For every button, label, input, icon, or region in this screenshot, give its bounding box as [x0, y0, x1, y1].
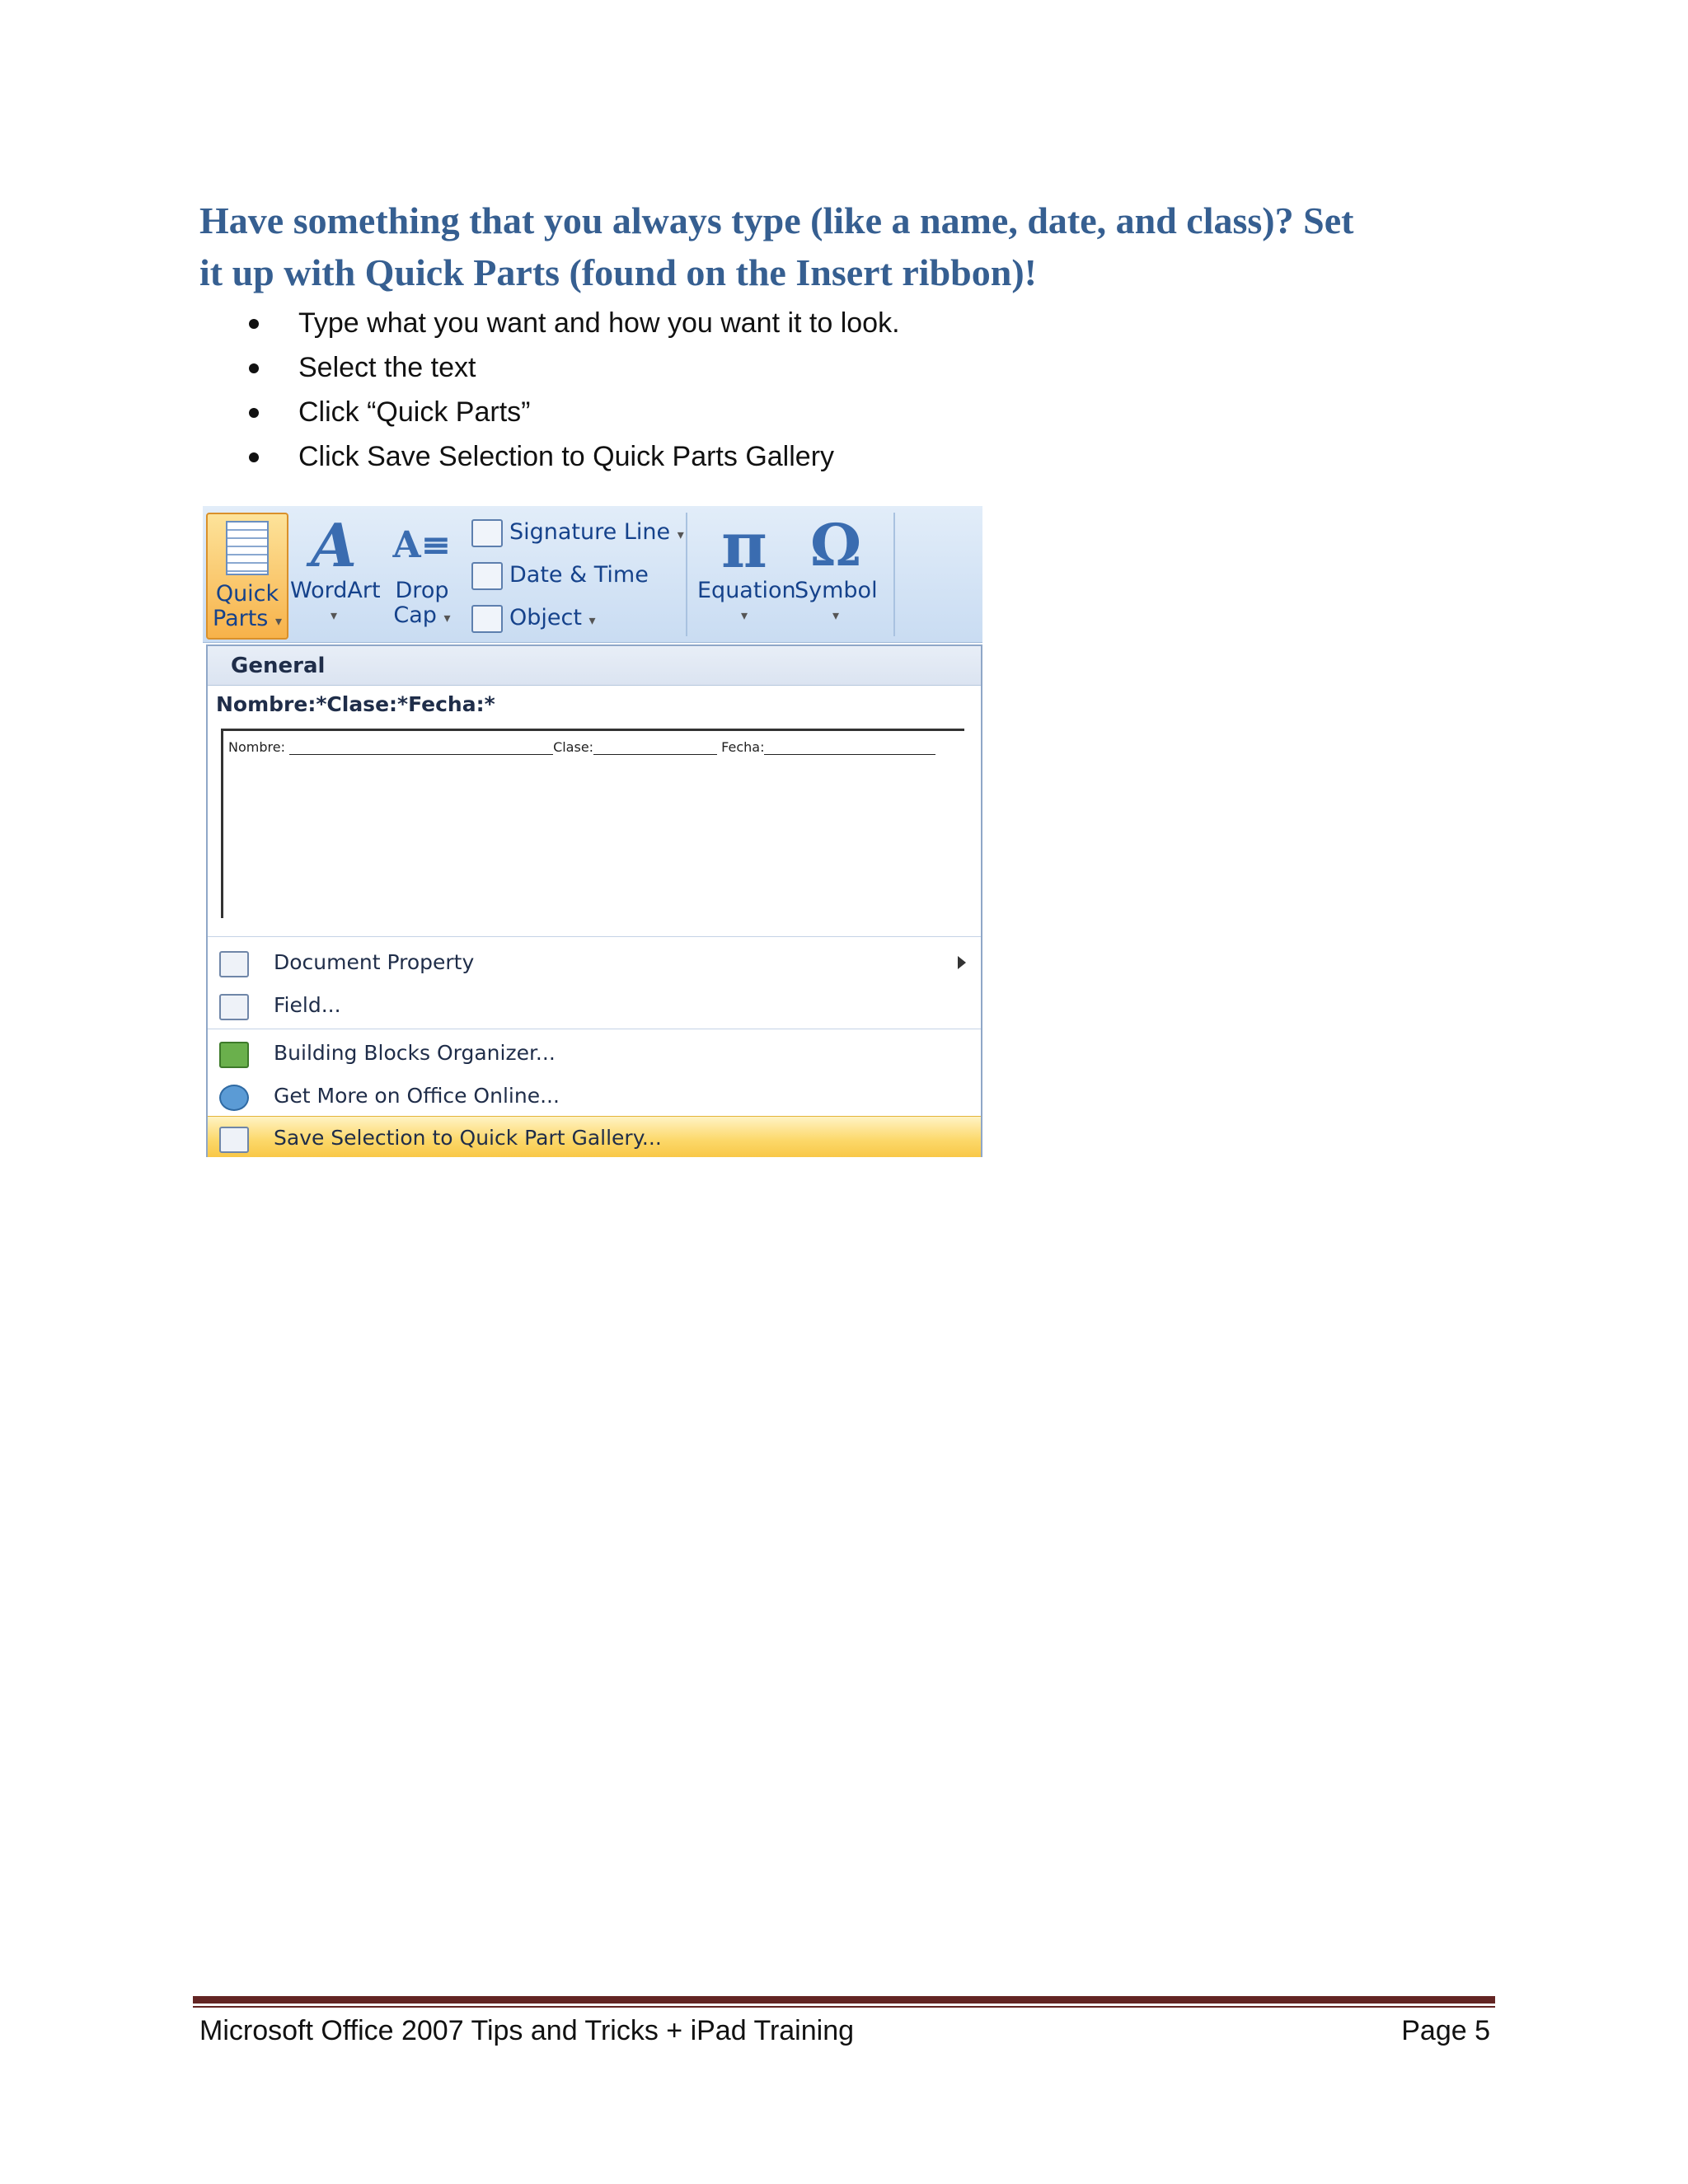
- list-item: [246, 434, 900, 479]
- page-number: Page 5: [1401, 2015, 1490, 2046]
- symbol-label: Symbol: [795, 578, 878, 603]
- quick-parts-label: Quick: [215, 581, 279, 607]
- equation-button[interactable]: [697, 509, 796, 636]
- date-time-button[interactable]: [471, 557, 649, 593]
- submenu-arrow-icon: [958, 956, 966, 969]
- wordart-button[interactable]: [290, 510, 381, 636]
- chevron-down-icon: ▾: [588, 612, 596, 628]
- step-text: Type what you want and how you want it to look.: [298, 307, 900, 339]
- wordart-icon: A: [311, 510, 357, 580]
- get-more-online-item[interactable]: [208, 1075, 981, 1118]
- signature-icon: [471, 519, 503, 547]
- footer-rule: [193, 1996, 1495, 2004]
- quick-parts-menu: [206, 644, 982, 1157]
- gallery-entry-preview[interactable]: [221, 729, 964, 918]
- document-property-label: Document Property: [274, 950, 475, 974]
- building-blocks-item[interactable]: [208, 1032, 981, 1075]
- quick-parts-label-2: Parts ▾: [213, 606, 282, 631]
- chevron-down-icon: ▾: [677, 527, 684, 542]
- list-item: [246, 345, 900, 390]
- chevron-down-icon: ▾: [274, 613, 282, 629]
- preview-text: Nombre: Clase: Fecha:: [228, 739, 935, 755]
- omega-icon: Ω: [809, 511, 862, 579]
- heading-line-1: Have something that you always type (like a name, date, and class)? Set: [199, 199, 1354, 241]
- drop-cap-label-2: Cap ▾: [393, 602, 451, 628]
- equation-label: Equation: [697, 578, 796, 603]
- signature-line-label: Signature Line: [509, 519, 671, 545]
- bullet-icon: [249, 408, 259, 418]
- date-time-label: Date & Time: [509, 562, 649, 588]
- footer-title: Microsoft Office 2007 Tips and Tricks + iPad Training: [199, 2015, 855, 2046]
- list-item: [246, 301, 900, 345]
- footer-rule-thin: [193, 2006, 1495, 2008]
- pi-icon: π: [721, 509, 767, 582]
- object-icon: [471, 605, 503, 633]
- ribbon-separator: [893, 513, 895, 636]
- chevron-down-icon: ▾: [330, 607, 338, 623]
- field-label: Field...: [274, 993, 341, 1017]
- symbol-button[interactable]: [795, 513, 877, 636]
- save-selection-item[interactable]: [208, 1116, 981, 1157]
- insert-ribbon: [203, 506, 982, 643]
- list-item: [246, 390, 900, 434]
- drop-cap-icon: A≡: [392, 524, 452, 566]
- object-button[interactable]: [471, 600, 596, 636]
- object-label: Object: [509, 605, 582, 630]
- quick-parts-screenshot: [203, 506, 982, 1157]
- gallery-entry-title[interactable]: Nombre:*Clase:*Fecha:*: [216, 692, 495, 716]
- step-text: Click “Quick Parts”: [298, 396, 531, 428]
- save-selection-icon: [219, 1127, 249, 1153]
- menu-section-header: General: [208, 646, 981, 686]
- step-text: Click Save Selection to Quick Parts Gallery: [298, 441, 835, 472]
- bullet-icon: [249, 452, 259, 462]
- building-blocks-icon: [219, 1042, 249, 1068]
- field-item[interactable]: [208, 984, 981, 1027]
- heading-line-2: it up with Quick Parts (found on the Insert ribbon)!: [199, 251, 1037, 293]
- document-property-item[interactable]: [208, 941, 981, 984]
- steps-list: [246, 301, 900, 479]
- building-blocks-label: Building Blocks Organizer...: [274, 1041, 556, 1065]
- quick-parts-button[interactable]: [206, 513, 288, 640]
- menu-divider: [208, 936, 981, 937]
- chevron-down-icon: ▾: [740, 607, 748, 623]
- wordart-label: WordArt: [290, 578, 381, 603]
- drop-cap-label: Drop: [395, 578, 449, 603]
- bullet-icon: [249, 363, 259, 373]
- calendar-icon: [471, 562, 503, 590]
- drop-cap-button[interactable]: [381, 513, 463, 636]
- ribbon-separator: [686, 513, 687, 636]
- globe-icon: [219, 1085, 249, 1111]
- field-icon: [219, 994, 249, 1020]
- document-property-icon: [219, 951, 249, 977]
- signature-line-button[interactable]: [471, 514, 684, 551]
- chevron-down-icon: ▾: [832, 607, 840, 623]
- page-heading: [199, 194, 1518, 298]
- chevron-down-icon: ▾: [443, 610, 451, 626]
- step-text: Select the text: [298, 352, 476, 383]
- bullet-icon: [249, 319, 259, 329]
- quick-parts-icon: [226, 521, 269, 575]
- get-more-online-label: Get More on Office Online...: [274, 1084, 560, 1108]
- save-selection-label: Save Selection to Quick Part Gallery...: [274, 1126, 662, 1150]
